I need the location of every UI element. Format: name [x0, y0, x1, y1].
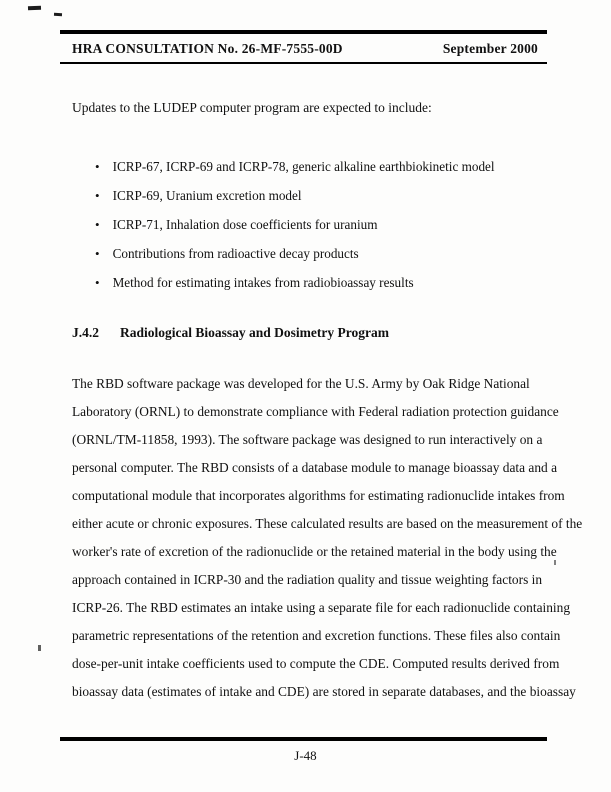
section-number: J.4.2	[72, 325, 99, 340]
section-title: Radiological Bioassay and Dosimetry Program	[120, 325, 389, 340]
footer-rule	[60, 737, 547, 741]
paragraph-line: The RBD software package was developed for the U.S. Army by Oak Ridge National	[72, 376, 530, 391]
list-item-text: • Contributions from radioactive decay products	[112, 246, 359, 261]
header-title: HRA CONSULTATION No. 26-MF-7555-00D	[72, 41, 343, 56]
paragraph-line: dose-per-unit intake coefficients used to compute the CDE. Computed results derived from	[72, 656, 560, 671]
body-paragraph	[72, 370, 583, 706]
scan-artifact	[54, 13, 62, 16]
page-number: J-48	[294, 748, 317, 763]
list-item	[95, 239, 545, 268]
paragraph-line: computational module that incorporates algorithms for estimating radionuclide intakes from	[72, 488, 565, 503]
list-item	[95, 210, 545, 239]
list-item	[95, 181, 545, 210]
paragraph-line: parametric representations of the retention and excretion functions. These files also contain	[72, 628, 561, 643]
intro-text: Updates to the LUDEP computer program are expected to include:	[72, 100, 432, 115]
paragraph-line: ICRP-26. The RBD estimates an intake using a separate file for each radionuclide containing	[72, 600, 571, 615]
bullet-list	[95, 152, 545, 297]
scan-artifact	[28, 6, 41, 10]
list-item-text: • Method for estimating intakes from radiobioassay results	[112, 275, 414, 290]
list-item-text: • ICRP-71, Inhalation dose coefficients for uranium	[112, 217, 378, 232]
list-item	[95, 268, 545, 297]
header-date: September 2000	[442, 41, 538, 56]
header-rule-bottom	[60, 62, 547, 64]
paragraph-line: worker's rate of excretion of the radionuclide or the retained material in the body using the	[72, 544, 557, 559]
header-rule-top	[60, 30, 547, 34]
paragraph-line: approach contained in ICRP-30 and the radiation quality and tissue weighting factors in	[72, 572, 543, 587]
page-header	[72, 41, 538, 57]
paragraph-line: either acute or chronic exposures. These calculated results are based on the measurement of the	[72, 516, 583, 531]
list-item-text: • ICRP-67, ICRP-69 and ICRP-78, generic alkaline earthbiokinetic model	[112, 159, 495, 174]
section-heading	[72, 325, 542, 341]
paragraph-line: personal computer. The RBD consists of a database module to manage bioassay data and a	[72, 460, 558, 475]
paragraph-line: (ORNL/TM-11858, 1993). The software package was designed to run interactively on a	[72, 432, 543, 447]
paragraph-line: bioassay data (estimates of intake and CDE) are stored in separate databases, and the bioassay	[72, 684, 576, 699]
scan-artifact	[38, 645, 41, 651]
list-item	[95, 152, 545, 181]
scan-artifact	[554, 560, 556, 565]
paragraph-line: Laboratory (ORNL) to demonstrate compliance with Federal radiation protection guidance	[72, 404, 559, 419]
list-item-text: • ICRP-69, Uranium excretion model	[112, 188, 302, 203]
